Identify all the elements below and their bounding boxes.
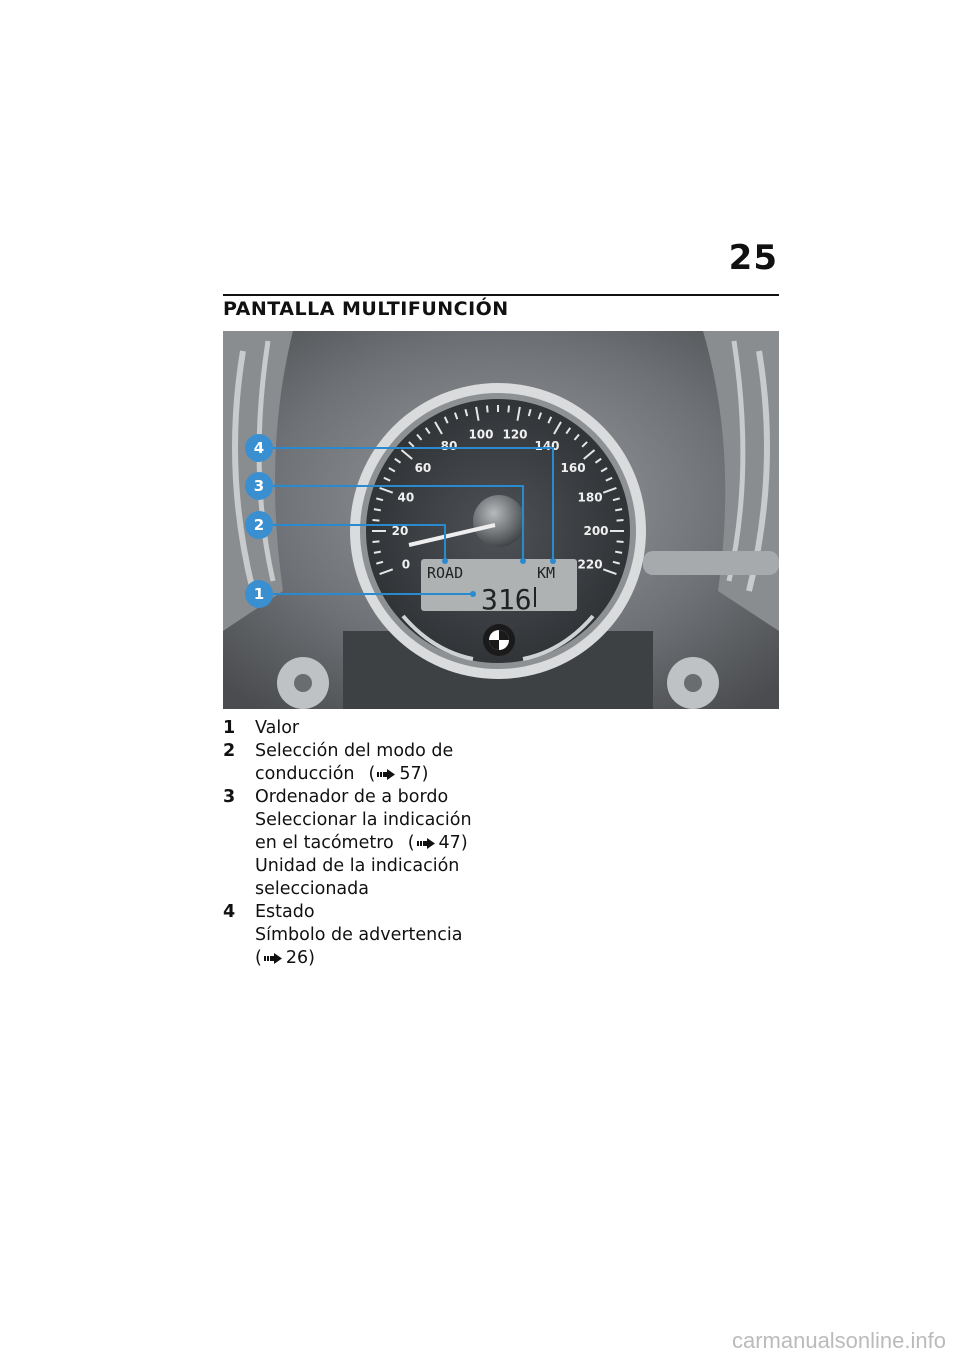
legend-line: Estado	[255, 902, 315, 922]
scale-label: 220	[577, 557, 603, 572]
scale-tick	[615, 509, 622, 510]
reference-arrow-icon	[264, 953, 282, 964]
display-unit: KM	[537, 564, 556, 582]
scale-tick	[615, 552, 622, 553]
legend-line: Unidad de la indicación	[255, 856, 460, 876]
scale-label: 140	[534, 439, 560, 454]
legend-number: 2	[223, 741, 236, 761]
legend-number: 3	[223, 787, 236, 807]
footer-watermark: carmanualsonline.info	[731, 1328, 946, 1353]
svg-text:1: 1	[253, 585, 265, 603]
scale-label: 160	[560, 461, 586, 476]
legend-line: conducción ( 57)	[255, 764, 429, 784]
section-title: PANTALLA MULTIFUNCIÓN	[223, 298, 509, 320]
page-reference: 47)	[438, 833, 468, 853]
legend-item	[223, 786, 483, 901]
needle-hub	[473, 495, 525, 547]
scale-label: 80	[440, 439, 458, 454]
legend-line: seleccionada	[255, 879, 369, 899]
instrument-cluster-figure	[223, 331, 779, 709]
legend-line: Valor	[255, 718, 300, 738]
legend-number: 1	[223, 718, 236, 738]
scale-tick	[508, 405, 509, 412]
display-value: 316	[481, 583, 532, 616]
instrument-cluster-illustration	[223, 331, 779, 709]
legend	[223, 717, 483, 970]
scale-label: 120	[502, 427, 528, 442]
reference-arrow-icon	[417, 838, 435, 849]
scale-tick	[372, 541, 379, 542]
legend-line: ( 26)	[255, 948, 315, 968]
scale-tick	[372, 520, 379, 521]
page-reference: 26)	[285, 948, 315, 968]
scale-label: 20	[391, 524, 409, 538]
scale-tick	[487, 405, 488, 412]
legend-line: Seleccionar la indicación	[255, 810, 472, 830]
scale-label: 40	[397, 490, 415, 505]
scale-label: 0	[401, 557, 411, 572]
scale-label: 100	[468, 427, 494, 442]
legend-line: Selección del modo de	[255, 741, 454, 761]
scale-tick	[617, 520, 624, 521]
scale-tick	[374, 509, 381, 510]
scale-label: 200	[583, 524, 609, 538]
legend-line: Ordenador de a bordo	[255, 787, 449, 807]
legend-line: Símbolo de advertencia	[255, 925, 463, 945]
handlebar	[643, 551, 779, 575]
page-reference: 57)	[399, 764, 429, 784]
legend-line: en el tacómetro ( 47)	[255, 833, 468, 853]
page-number: 25	[728, 238, 778, 278]
legend-item	[223, 740, 483, 786]
reference-arrow-icon	[377, 769, 395, 780]
scale-label: 60	[414, 461, 432, 476]
legend-number: 4	[223, 902, 236, 922]
svg-text:2: 2	[253, 516, 265, 534]
legend-item	[223, 901, 483, 970]
scale-tick	[374, 552, 381, 553]
scale-tick	[617, 541, 624, 542]
display-mode: ROAD	[427, 564, 464, 582]
legend-item	[223, 717, 483, 740]
header-rule	[223, 294, 779, 296]
svg-text:4: 4	[253, 439, 265, 457]
bmw-logo-icon	[483, 624, 515, 656]
scale-label: 180	[577, 490, 603, 505]
svg-text:3: 3	[253, 477, 265, 495]
